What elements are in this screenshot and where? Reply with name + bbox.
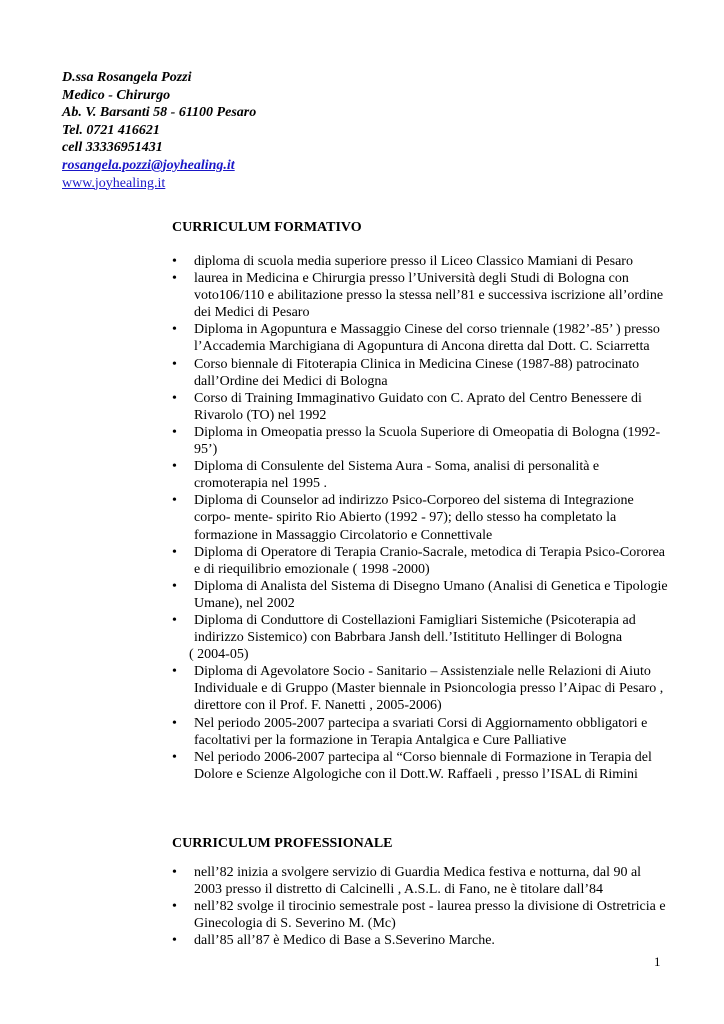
cell-phone: cell 33336951431: [62, 140, 163, 156]
formativo-list: [172, 253, 672, 783]
list-item: • nell’82 svolge il tirocinio semestrale post - laurea presso la divisione di Ostretricia e Ginecologia di S. Severino M. (Mc): [172, 898, 672, 932]
professionale-list: [172, 864, 672, 949]
list-item-continuation: ( 2004-05): [189, 647, 249, 663]
list-item: • Diploma di Operatore di Terapia Cranio-Sacrale, metodica di Terapia Psico-Cororea e di riequilibrio emozionale ( 1998 -2000): [172, 544, 672, 578]
page-number: 1: [654, 954, 661, 969]
list-item: • Diploma in Agopuntura e Massaggio Cinese del corso triennale (1982’-85’ ) presso l’Accademia Marchigiana di Agopuntura di Ancona diretta dal Dott. C. Sciarretta: [172, 321, 672, 355]
list-item: • Diploma di Consulente del Sistema Aura - Soma, analisi di personalità e cromoterapia nel 1995 .: [172, 458, 672, 492]
list-item: • nell’82 inizia a svolgere servizio di Guardia Medica festiva e notturna, dal 90 al 2003 presso il distretto di Calcinelli , A.S.L. di Fano, ne è titolare dall’84: [172, 864, 672, 898]
list-item: • Diploma di Counselor ad indirizzo Psico-Corporeo del sistema di Integrazione corpo- mente- spirito Rio Abierto (1992 - 97); dello stesso ha completato la formazione in Massaggio Circolatorio e Connettivale: [172, 492, 672, 543]
section-title-formativo: CURRICULUM FORMATIVO: [172, 220, 362, 235]
list-item: • Diploma di Agevolatore Socio - Sanitario – Assistenziale nelle Relazioni di Aiuto Individuale e di Gruppo (Master biennale in Psioncologia presso l’Aipac di Pesaro , direttore con il Prof. F. Nanetti , 2005-2006): [172, 663, 672, 714]
doctor-name: D.ssa Rosangela Pozzi: [62, 70, 192, 85]
list-item: • Corso biennale di Fitoterapia Clinica in Medicina Cinese (1987-88) patrocinato dall’Ordine dei Medici di Bologna: [172, 356, 672, 390]
doctor-title: Medico - Chirurgo: [62, 87, 171, 103]
phone: Tel. 0721 416621: [62, 122, 160, 138]
list-item: • Corso di Training Immaginativo Guidato con C. Aprato del Centro Benessere di Rivarolo (TO) nel 1992: [172, 390, 672, 424]
section-title-professionale: CURRICULUM PROFESSIONALE: [172, 836, 393, 851]
list-item: • Diploma di Conduttore di Costellazioni Famigliari Sistemiche (Psicoterapia ad indirizzo Sistemico) con Babrbara Jansh dell.’Istitituto Hellinger di Bologna: [172, 612, 672, 646]
list-item: • Nel periodo 2006-2007 partecipa al “Corso biennale di Formazione in Terapia del Dolore e Scienze Algologiche con il Dott.W. Raffaeli , presso l’ISAL di Rimini: [172, 749, 672, 783]
list-item: • diploma di scuola media superiore presso il Liceo Classico Mamiani di Pesaro: [172, 253, 672, 270]
website-link[interactable]: www.joyhealing.it: [62, 175, 166, 191]
list-item: • dall’85 all’87 è Medico di Base a S.Severino Marche.: [172, 932, 672, 949]
list-item: • laurea in Medicina e Chirurgia presso l’Università degli Studi di Bologna con voto106/110 e abilitazione presso la stessa nell’81 e successiva iscrizione all’ordine dei Medici di Pesaro: [172, 270, 672, 321]
email-link[interactable]: rosangela.pozzi@joyhealing.it: [62, 157, 235, 173]
list-item: • Diploma di Analista del Sistema di Disegno Umano (Analisi di Genetica e Tipologie Umane), nel 2002: [172, 578, 672, 612]
address: Ab. V. Barsanti 58 - 61100 Pesaro: [62, 105, 257, 121]
contact-header: [62, 69, 256, 192]
list-item: • Nel periodo 2005-2007 partecipa a svariati Corsi di Aggiornamento obbligatori e facoltativi per la formazione in Terapia Antalgica e Cure Palliative: [172, 715, 672, 749]
list-item: • Diploma in Omeopatia presso la Scuola Superiore di Omeopatia di Bologna (1992-95’): [172, 424, 672, 458]
